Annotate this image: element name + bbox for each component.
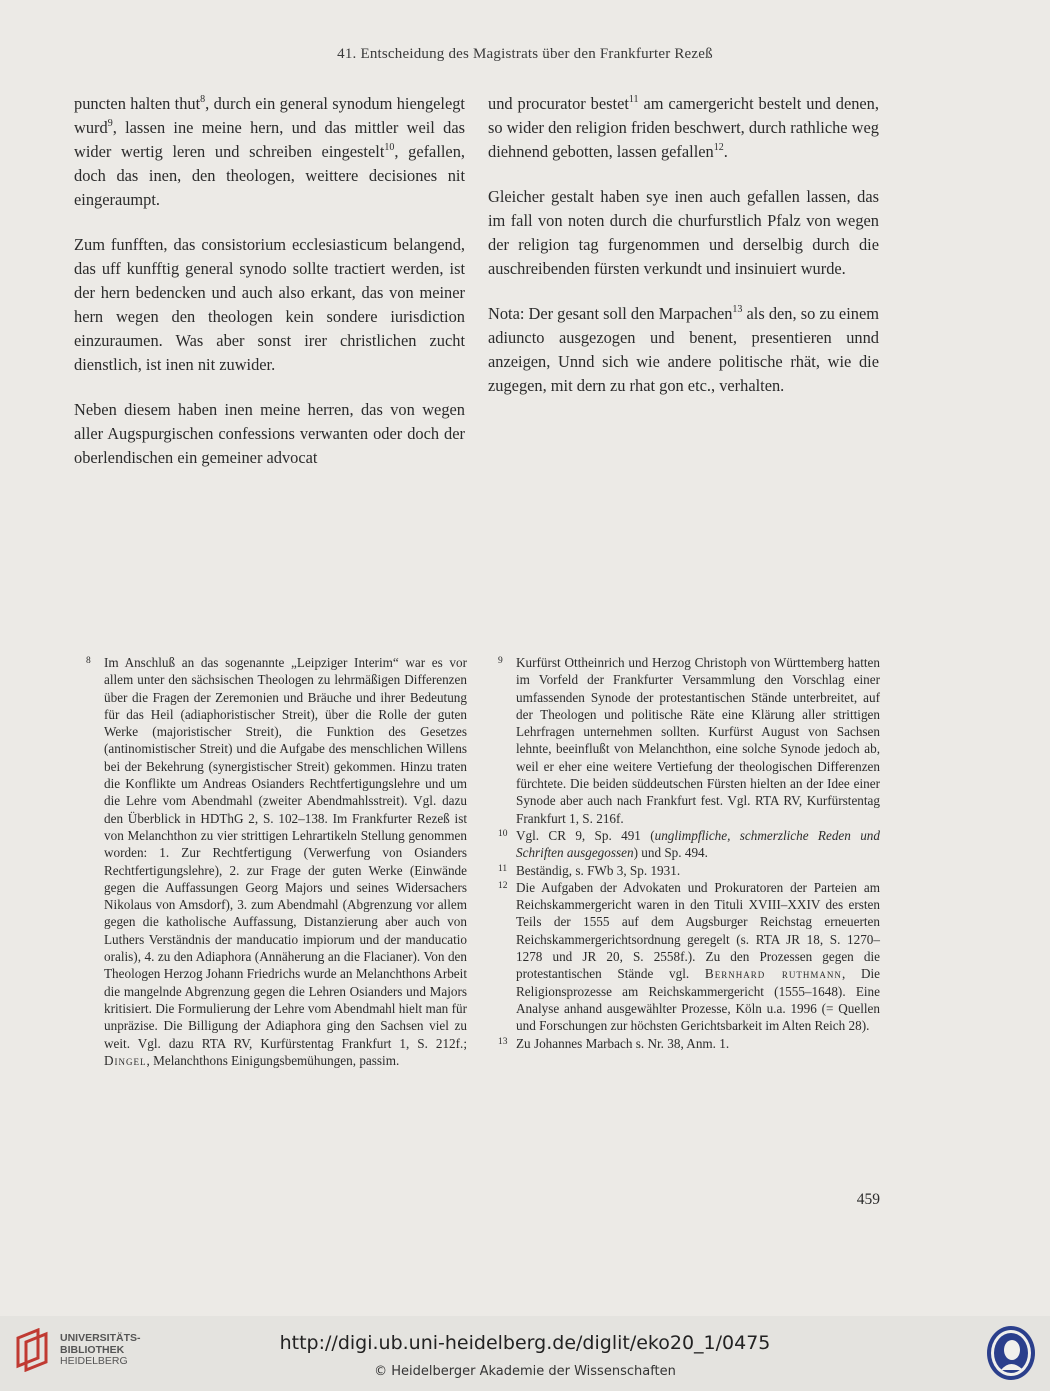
footnote-8: 8 Im Anschluß an das sogenannte „Leipziger Interim“ war es vor allem unter den sächsischen Theologen zu lehrmäßigen Differenzen über die Fragen der Zeremonien und Bräuche und ihrer Bedeutung für das Heil (adiaphoristischer Streit), über die Rolle der guten Werke (majoristischer Streit), die Funktion des Gesetzes (antinomistischer Streit) und die Aufgabe des menschlichen Willens bei der Bekehrung (synergistischer Streit) gekommen. Hinzu traten die Konflikte um Andreas Osianders Rechtfertigungslehre und um die Lehre vom Abendmahl (zweiter Abendmahlsstreit). Vgl. dazu den Überblick in HDThG 2, S. 102–138. Im Frankfurter Rezeß ist von Melanchthon zu vier strittigen Lehrartikeln Stellung genommen worden: 1. Zur Rechtfertigung (Verwerfung von Osianders Rechtfertigungslehre), 2. zur Frage der guten Werke (Einwände gegen die Auffassungen Georg Majors und seines Widersachers Nikolaus von Amsdorf), 3. zum Abendmahl (Abgrenzung vor allem gegen die katholische Auffassung, Distanzierung aber auch von Luthers Verständnis der manducatio impiorum und der manducatio oralis), 4. zu den Adiaphora (Annäherung an die Flacianer). Von den Theologen Herzog Johann Friedrichs wurde an Melanchthons Arbeit die mangelnde Abgrenzung gegen die Lehren Osianders und Majors kritisiert. Die Formulierung der Lehre vom Abendmahl hielt man für unpräzise. Die Billigung der Adiaphora ging den Sachsen viel zu weit. Vgl. dazu RTA RV, Kurfürstentag Frankfurt 1, S. 212f.; Dingel, Melanchthons Einigungsbemühungen, passim. [86,655,467,1068]
page-number: 459 [856,1191,880,1208]
footnote-ref-13[interactable]: 13 [732,303,743,315]
footnote-13: 13 Zu Johannes Marbach s. Nr. 38, Anm. 1. [498,1035,730,1051]
footnote-ref-10[interactable]: 10 [384,141,395,153]
running-head: 41. Entscheidung des Magistrats über den Frankfurter Rezeß [337,46,713,62]
paragraph: Gleicher gestalt haben sye inen auch gefallen lassen, das im fall von noten durch die churfurstlich Pfalz von wegen der religion tag furgenommen und derselbig durch die auschreibenden fürsten verkundt und insinuiert wurde. [488,187,879,278]
footnote-ref-12[interactable]: 12 [713,141,724,153]
paragraph: Neben diesem haben inen meine herren, das von wegen aller Augspurgischen confessions verwanten oder doch der oberlendischen ein gemeiner advocat [74,400,465,467]
footnote-11: 11 Beständig, s. FWb 3, Sp. 1931. [498,862,681,878]
footnote-ref-11[interactable]: 11 [628,93,639,105]
paragraph: puncten halten thut$^8$, durch ein general synodum hiengelegt wurd$^9$, lassen ine meine hern, und das mittler weil das wider wertig leren und schreiben eingestelt$^{10}$, gefallen, doch das inen, den theologen, weittere decisiones nit eingeraumpt. [74,93,465,209]
text-column-left [74,92,465,491]
author-name: Bernhard ruthmann [704,966,842,982]
copyright-notice: © Heidelberger Akademie der Wissenschaften [374,1364,676,1379]
viewer-footer [0,1316,1050,1391]
library-name: UNIVERSITÄTS- BIBLIOTHEK HEIDELBERG [60,1332,141,1367]
footnotes-right [498,654,880,1052]
academy-seal-icon[interactable] [985,1324,1037,1382]
footnote-ref-8[interactable]: 8 [200,93,206,105]
paragraph: und procurator bestet$^{11}$ am camergericht bestelt und denen, so wider den religion friden beschwert, durch rathliche weg diehnend gebotten, lassen gefallen$^{12}$. [488,93,879,161]
footnote-9: 9 Kurfürst Ottheinrich und Herzog Christoph von Württemberg hatten im Vorfeld der Frankfurter Versammlung den Vorschlag einer umfassenden Synode der protestantischen Stände unterbreitet, auf der Theologen und politische Räte eine Klärung aller strittigen Lehrfragen unternehmen sollten. Kurfürst August von Sachsen lehnte, beeinflußt von Melanchthon, eine solche Synode jedoch ab, weil er eher eine weitere Vertiefung der theologischen Differenzen fürchtete. Die beiden süddeutschen Fürsten hielten an der Idee einer Synode aber auch nach Frankfurt fest. Vgl. RTA RV, Kurfürstentag Frankfurt 1, S. 216f. [498,655,880,826]
footnote-10: 10 Vgl. CR 9, Sp. 491 (unglimpfliche, schmerzliche Reden und Schriften ausgegossen) und Sp. 494. [498,827,880,861]
paragraph: Zum funfften, das consistorium ecclesiasticum belangend, das uff kunfftig general synodo sollte tractiert werden, ist der hern bedencken und auch also erkant, das von meiner hern wegen den theologen kein sondere iurisdiction einzuraumen. Was aber sonst irer christlichen zucht dienstlich, ist inen nit zuwider. [74,235,465,374]
footnotes-left [86,654,467,1069]
author-name: Dingel [104,1052,147,1068]
permalink-url[interactable]: http://digi.ub.uni-heidelberg.de/diglit/eko20_1/0475 [279,1332,771,1354]
paragraph: Nota: Der gesant soll den Marpachen$^{13}$ als den, so zu einem adiuncto ausgezogen und benent, presentieren unnd anzeigen, Unnd sich wie andere politische rhät, wie die zugegen, mit dern zu rhat gon etc., verhalten. [488,303,879,395]
footnote-12: 12 Die Aufgaben der Advokaten und Prokuratoren der Parteien am Reichskammergericht waren in den Tituli XVIII–XXIV des ersten Teils der 1555 auf dem Augsburger Reichstag erneuerten Reichskammergerichtsordnung geregelt (s. RTA JR 18, S. 1270–1278 und JR 20, S. 2558f.). Zu den Prozessen gegen die protestantischen Stände vgl. Bernhard ruthmann, Die Religionsprozesse am Reichskammergericht (1555–1648). Eine Analyse anhand ausgewählter Prozesse, Köln u.a. 1996 (= Quellen und Forschungen zur höchsten Gerichtsbarkeit im Alten Reich 28). [498,879,880,1034]
text-column-right [488,92,879,419]
footnote-ref-9[interactable]: 9 [107,117,113,129]
